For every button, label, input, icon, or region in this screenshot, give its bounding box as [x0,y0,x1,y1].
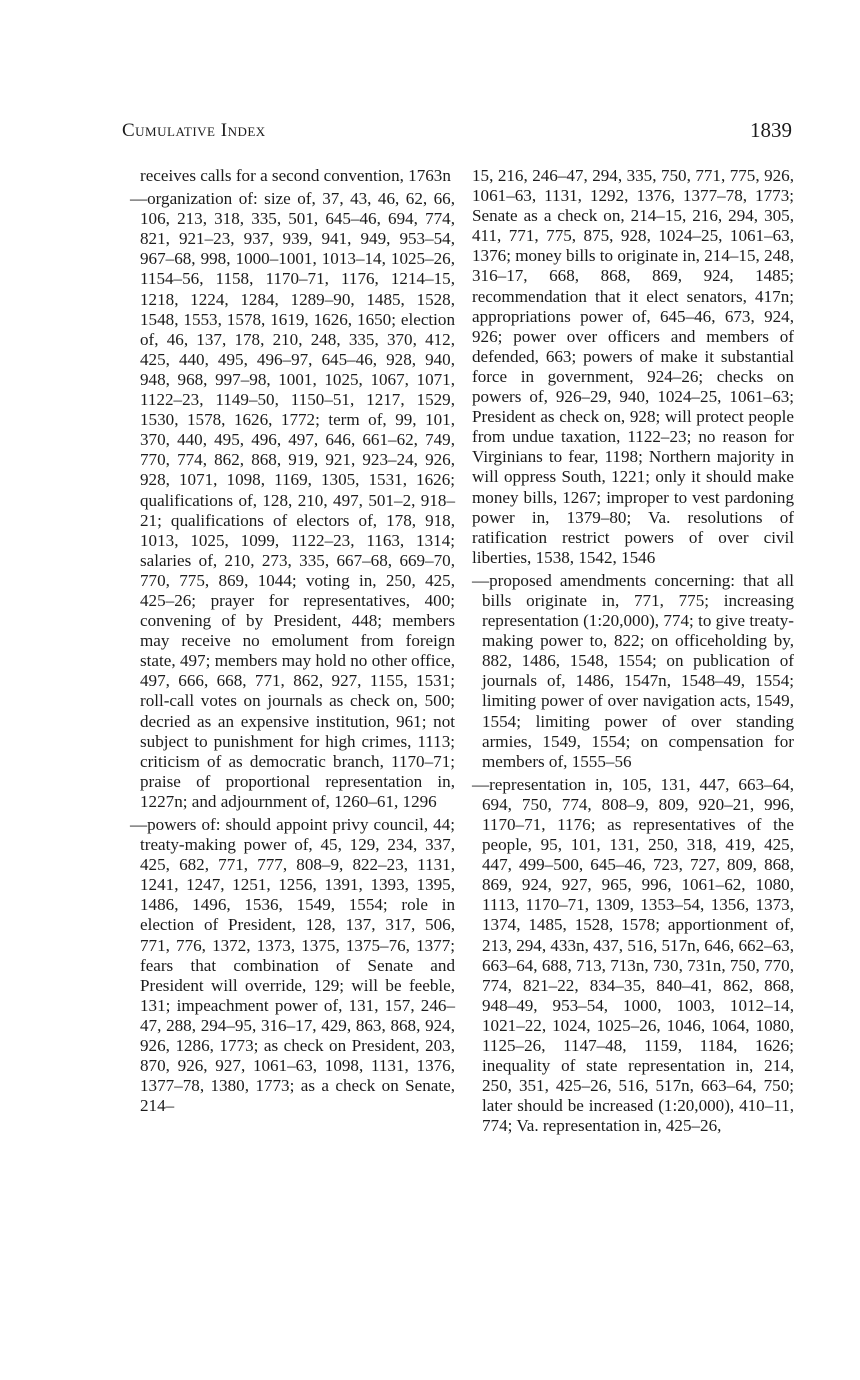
index-column-left [130,166,455,1116]
index-subentry-representation: —representation in, 105, 131, 447, 663–64, 694, 750, 774, 808–9, 809, 920–21, 996, 1170–71, 1176; as representatives of the people, 95, 101, 131, 250, 318, 419, 425, 447, 499–500, 645–46, 723, 727, 809, 868, 869, 924, 927, 965, 996, 1061–62, 1080, 1113, 1170–71, 1309, 1353–54, 1356, 1373, 1374, 1485, 1528, 1578; apportionment of, 213, 294, 433n, 437, 516, 517n, 646, 662–63, 663–64, 688, 713, 713n, 730, 731n, 750, 770, 774, 821–22, 834–35, 840–41, 862, 868, 948–49, 953–54, 1000, 1003, 1012–14, 1021–22, 1024, 1025–26, 1046, 1064, 1080, 1125–26, 1147–48, 1159, 1184, 1626; inequality of state representation in, 214, 250, 351, 425–26, 516, 517n, 663–64, 750; later should be increased (1:20,000), 410–11, 774; Va. representation in, 425–26, [472,774,794,1136]
index-entry-continued: receives calls for a second convention, 1763n [140,166,451,185]
index-subentry-organization: —organization of: size of, 37, 43, 46, 62, 66, 106, 213, 318, 335, 501, 645–46, 694, 774, 821, 921–23, 937, 939, 941, 949, 953–54, 967–68, 998, 1000–1001, 1013–14, 1025–26, 1154–56, 1158, 1170–71, 1176, 1214–15, 1218, 1224, 1284, 1289–90, 1485, 1528, 1548, 1553, 1578, 1619, 1626, 1650; election of, 46, 137, 178, 210, 248, 335, 370, 412, 425, 440, 495, 496–97, 645–46, 928, 940, 948, 968, 997–98, 1001, 1025, 1067, 1071, 1122–23, 1149–50, 1150–51, 1217, 1529, 1530, 1578, 1626, 1772; term of, 99, 101, 370, 440, 495, 496, 497, 646, 661–62, 749, 770, 774, 862, 868, 919, 921, 923–24, 926, 928, 1071, 1098, 1169, 1305, 1531, 1626; qualifications of, 128, 210, 497, 501–2, 918–21; qualifications of electors of, 178, 918, 1013, 1025, 1099, 1122–23, 1163, 1314; salaries of, 210, 273, 335, 667–68, 669–70, 770, 775, 869, 1044; voting in, 250, 425, 425–26; prayer for representatives, 400; convening of by President, 448; members may receive no emolument from foreign state, 497; members may hold no other office, 497, 666, 668, 771, 862, 927, 1155, 1531; roll-call votes on journals as check on, 500; decried as an expensive institution, 961; not subject to punishment for high crimes, 1113; criticism of as democratic branch, 1170–71; praise of proportional representation in, 1227n; and adjournment of, 1260–61, 1296 [130,189,455,811]
index-subentry-powers: —powers of: should appoint privy council, 44; treaty-making power of, 45, 129, 234, 337, 425, 682, 771, 777, 808–9, 822–23, 1131, 1241, 1247, 1251, 1256, 1391, 1393, 1395, 1486, 1496, 1536, 1549, 1554; role in election of President, 128, 137, 317, 506, 771, 776, 1372, 1373, 1375, 1375–76, 1377; fears that combination of Senate and President will override, 129; will be feeble, 131; impeachment power of, 131, 157, 246–47, 288, 294–95, 316–17, 429, 863, 868, 924, 926, 1286, 1773; as check on President, 203, 870, 926, 927, 1061–63, 1098, 1131, 1376, 1377–78, 1380, 1773; as a check on Senate, 214– [130,815,455,1116]
index-subentry-proposed-amendments: —proposed amendments concerning: that all bills originate in, 771, 775; increasing representation (1:20,000), 774; to give treaty-making power to, 822; on officeholding by, 882, 1486, 1548, 1554; on publication of journals of, 1486, 1547n, 1548–49, 1554; limiting power of over navigation acts, 1549, 1554; limiting power of over standing armies, 1549, 1554; on compensation for members of, 1555–56 [472,570,794,771]
running-head [122,118,792,148]
running-head-title: Cumulative Index [122,120,266,141]
page-number: 1839 [750,118,792,142]
index-entry-continued: 15, 216, 246–47, 294, 335, 750, 771, 775, 926, 1061–63, 1131, 1292, 1376, 1377–78, 1773; Senate as a check on, 214–15, 216, 294, 305, 411, 771, 775, 875, 928, 1024–25, 1061–63, 1376; money bills to originate in, 214–15, 248, 316–17, 668, 868, 869, 924, 1485; recommendation that it elect senators, 417n; appropriations power of, 645–46, 673, 924, 926; power over officers and members of defended, 663; powers of make it substantial force in government, 924–26; checks on powers of, 926–29, 940, 1024–25, 1061–63; President as check on, 928; will protect people from undue taxation, 1122–23; no reason for Virginians to fear, 1198; Northern majority in will oppress South, 1221; only it should make money bills, 1267; improper to vest pardoning power in, 1379–80; Va. resolutions of ratification restrict powers of over civil liberties, 1538, 1542, 1546 [472,166,794,567]
index-column-right [472,166,794,1137]
